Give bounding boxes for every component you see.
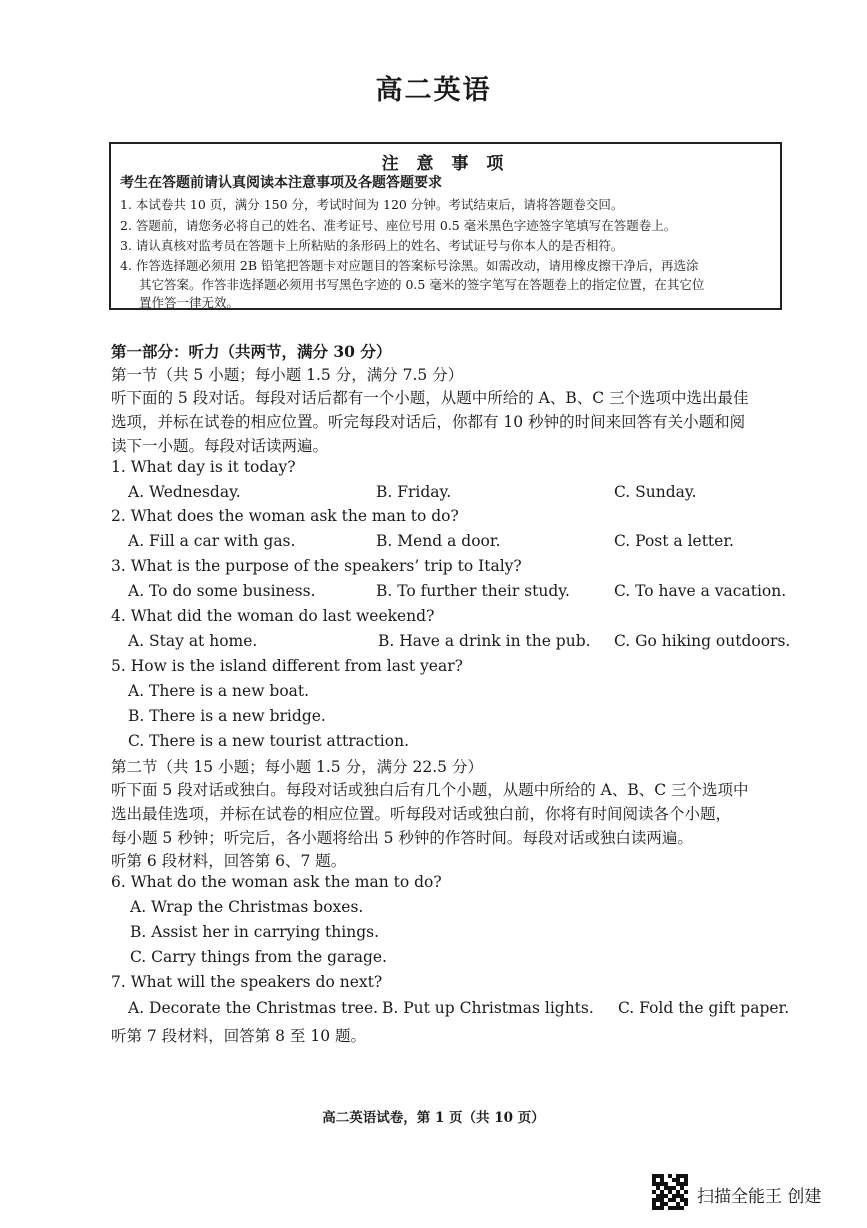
notice-item-1: 1. 本试卷共 10 页，满分 150 分，考试时间为 120 分钟。考试结束后，请将答题卷交回。 [120, 197, 624, 212]
question-2-option-b: B. Mend a door. [376, 532, 501, 550]
section1-heading: 第一节（共 5 小题；每小题 1.5 分，满分 7.5 分） [111, 366, 464, 384]
question-7-option-b: B. Put up Christmas lights. [382, 999, 594, 1017]
part1-heading: 第一部分：听力（共两节，满分 30 分） [111, 342, 392, 361]
material-6-instruction: 听第 6 段材料，回答第 6、7 题。 [111, 852, 347, 870]
question-6-option-b: B. Assist her in carrying things. [130, 923, 380, 941]
notice-item-4: 4. 作答选择题必须用 2B 铅笔把答题卡对应题目的答案标号涂黑。如需改动，请用橡皮擦干净后，再选涂 [120, 258, 699, 273]
question-4-option-a: A. Stay at home. [128, 632, 258, 650]
section2-instruction-1: 听下面 5 段对话或独白。每段对话或独白后有几个小题，从题中所给的 A、B、C 三个选项中 [111, 781, 749, 799]
notice-item-2: 2. 答题前，请您务必将自己的姓名、准考证号、座位号用 0.5 毫米黑色字迹签字笔填写在答题卷上。 [120, 218, 677, 233]
section2-instruction-2: 选出最佳选项，并标在试卷的相应位置。听每段对话或独白前，你将有时间阅读各个小题， [111, 805, 732, 823]
question-7-stem: 7. What will the speakers do next? [111, 973, 383, 991]
question-2-option-a: A. Fill a car with gas. [128, 532, 296, 550]
question-3-option-c: C. To have a vacation. [614, 582, 787, 600]
question-4-option-b: B. Have a drink in the pub. [378, 632, 591, 650]
question-1-option-b: B. Friday. [376, 483, 452, 501]
question-1-option-a: A. Wednesday. [128, 483, 241, 501]
question-3-option-a: A. To do some business. [128, 582, 316, 600]
question-7-option-c: C. Fold the gift paper. [618, 999, 790, 1017]
question-6-stem: 6. What do the woman ask the man to do? [111, 873, 442, 891]
section1-instruction-1: 听下面的 5 段对话。每段对话后都有一个小题，从题中所给的 A、B、C 三个选项中选出最佳 [111, 389, 749, 407]
question-6-option-c: C. Carry things from the garage. [130, 948, 387, 966]
notice-item-4-cont-2: 置作答一律无效。 [139, 295, 240, 310]
question-5-option-b: B. There is a new bridge. [128, 707, 326, 725]
notice-item-4-cont-1: 其它答案。作答非选择题必须用书写黑色字迹的 0.5 毫米的签字笔写在答题卷上的指定位置，在其它位 [139, 277, 705, 292]
qr-code-icon [652, 1174, 688, 1210]
page-footer: 高二英语试卷，第 1 页（共 10 页） [322, 1110, 545, 1126]
question-1-option-c: C. Sunday. [614, 483, 697, 501]
question-6-option-a: A. Wrap the Christmas boxes. [130, 898, 364, 916]
notice-box [109, 142, 782, 310]
notice-subheading: 考生在答题前请认真阅读本注意事项及各题答题要求 [120, 175, 442, 191]
notice-item-3: 3. 请认真核对监考员在答题卡上所粘贴的条形码上的姓名、考试证号与你本人的是否相符。 [120, 238, 624, 253]
question-3-option-b: B. To further their study. [376, 582, 570, 600]
question-4-option-c: C. Go hiking outdoors. [614, 632, 791, 650]
section1-instruction-3: 读下一小题。每段对话读两遍。 [111, 437, 329, 455]
question-2-stem: 2. What does the woman ask the man to do? [111, 507, 459, 525]
question-2-option-c: C. Post a letter. [614, 532, 734, 550]
question-5-option-c: C. There is a new tourist attraction. [128, 732, 409, 750]
question-5-option-a: A. There is a new boat. [128, 682, 310, 700]
question-1-stem: 1. What day is it today? [111, 458, 296, 476]
question-5-stem: 5. How is the island different from last year? [111, 657, 463, 675]
notice-heading: 注 意 事 项 [381, 154, 510, 174]
question-3-stem: 3. What is the purpose of the speakers’ trip to Italy? [111, 557, 522, 575]
section2-heading: 第二节（共 15 小题；每小题 1.5 分，满分 22.5 分） [111, 758, 483, 776]
material-7-instruction: 听第 7 段材料，回答第 8 至 10 题。 [111, 1027, 367, 1045]
section1-instruction-2: 选项，并标在试卷的相应位置。听完每段对话后，你都有 10 秒钟的时间来回答有关小题和阅 [111, 413, 746, 431]
question-7-option-a: A. Decorate the Christmas tree. [128, 999, 379, 1017]
page-title: 高二英语 [375, 75, 492, 106]
question-4-stem: 4. What did the woman do last weekend? [111, 607, 435, 625]
scanner-watermark: 扫描全能王 创建 [697, 1187, 822, 1207]
section2-instruction-3: 每小题 5 秒钟；听完后，各小题将给出 5 秒钟的作答时间。每段对话或独白读两遍。 [111, 829, 693, 847]
